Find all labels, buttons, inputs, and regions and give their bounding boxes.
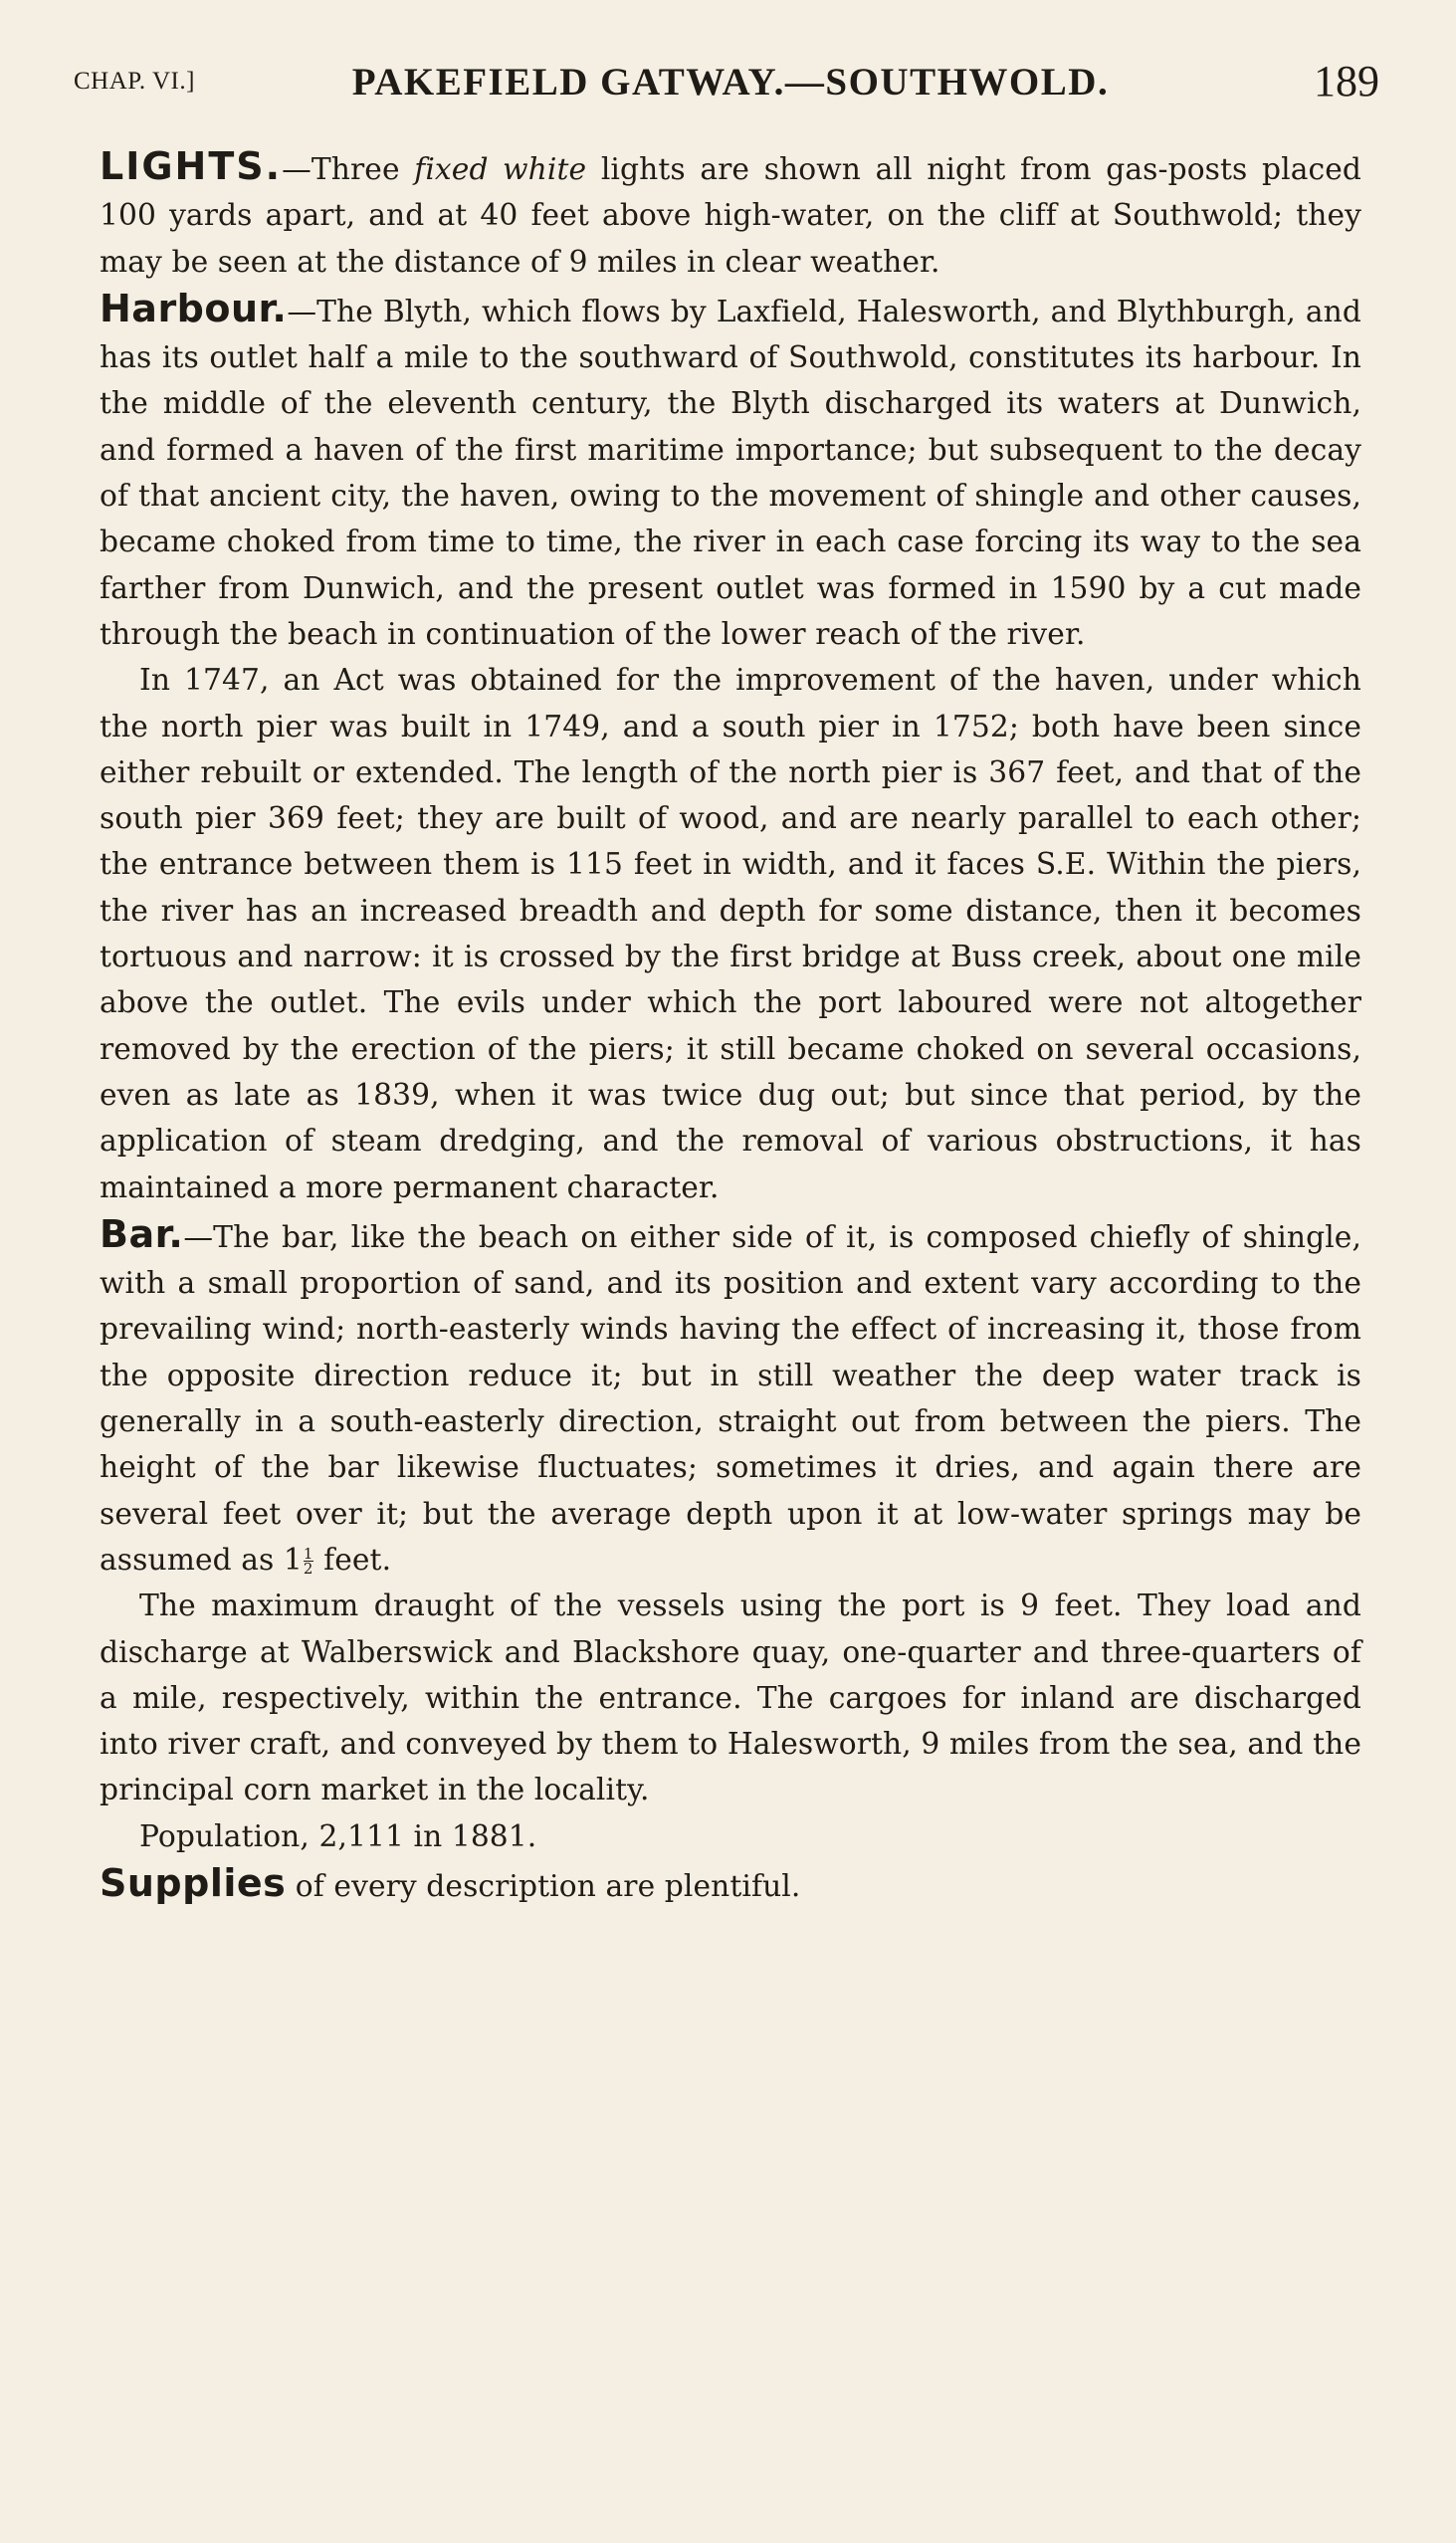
book-page (74, 56, 1379, 1910)
supplies-paragraph (100, 1860, 1361, 1910)
population-paragraph: Population, 2,111 in 1881. (139, 1818, 537, 1854)
bar-paragraph (100, 1211, 1361, 1584)
supplies-text: of every description are plentiful. (286, 1868, 801, 1904)
supplies-heading: Supplies (100, 1860, 287, 1905)
lights-italic-phrase: fixed white (414, 152, 587, 187)
page-number: 189 (1314, 57, 1379, 106)
page-body (100, 143, 1361, 1910)
fraction-numerator: 1 (303, 1545, 313, 1564)
bar-text: —The bar, like the beach on either side of it, is composed chiefly of shingle, with a small proportion of sand, and its position and extent vary according to the prevailing wind; north-easterly winds having the effect of increasing it, those from the opposite direction reduce it; but in still weather the deep water track is generally in a south-easterly direction, straight out from between the piers. The height of the bar likewise fluctuates; sometimes it dries, and again there are several feet over it; but the average depth upon it at low-water springs may be assumed as 1 (100, 1219, 1361, 1578)
fraction-denominator: 2 (303, 1560, 313, 1579)
harbour-paragraph-2: In 1747, an Act was obtained for the improvement of the haven, under which the north pier was built in 1749, and a south pier in 1752; both have been since either rebuilt or extended. The length of the north pier is 367 feet, and that of the south pier 369 feet; they are built of wood, and are nearly parallel to each other; the entrance between them is 115 feet in width, and it faces S.E. Within the piers, the river has an increased breadth and depth for some distance, then it becomes tortuous and narrow: it is crossed by the first bridge at Buss creek, about one mile above the outlet. The evils under which the port laboured were not altogether removed by the erection of the piers; it still became choked on several occasions, even as late as 1839, when it was twice dug out; but since that period, by the application of steam dredging, and the removal of various obstructions, it has maintained a more permanent character. (100, 663, 1361, 1205)
harbour-paragraph (100, 286, 1361, 658)
harbour-heading: Harbour. (100, 286, 288, 330)
bar-heading: Bar. (100, 1211, 184, 1256)
page-title: PAKEFIELD GATWAY.—SOUTHWOLD. (351, 61, 1110, 104)
running-head (74, 56, 1379, 115)
harbour-text: —The Blyth, which flows by Laxfield, Halesworth, and Blythburgh, and has its outlet half a mile to the southward of Southwold, constitutes its harbour. In the middle of the eleventh century, the Blyth discharged its waters at Dunwich, and formed a haven of the first maritime importance; but subsequent to the decay of that ancient city, the haven, owing to the movement of shingle and other causes, became choked from time to time, the river in each case forcing its way to the sea farther from Dunwich, and the present outlet was formed in 1590 by a cut made through the beach in continuation of the lower reach of the river. (100, 294, 1361, 652)
lights-dash: —Three (282, 152, 415, 187)
draught-paragraph: The maximum draught of the vessels using the port is 9 feet. They load and discharge at Walberswick and Blackshore quay, one-quarter and three-quarters of a mile, respectively, within the entrance. The cargoes for inland are discharged into river craft, and conveyed by them to Halesworth, 9 miles from the sea, and the principal corn market in the locality. (100, 1589, 1361, 1808)
lights-paragraph (100, 143, 1361, 286)
lights-text: lights are shown all night from gas-posts placed 100 yards apart, and at 40 feet above high-water, on the cliff at Southwold; they may be seen at the distance of 9 miles in clear weather. (100, 152, 1361, 280)
bar-text-end: feet. (313, 1542, 392, 1578)
half-fraction (303, 1545, 313, 1579)
chapter-label: CHAP. VI.] (74, 68, 195, 95)
lights-heading: LIGHTS. (100, 144, 283, 188)
